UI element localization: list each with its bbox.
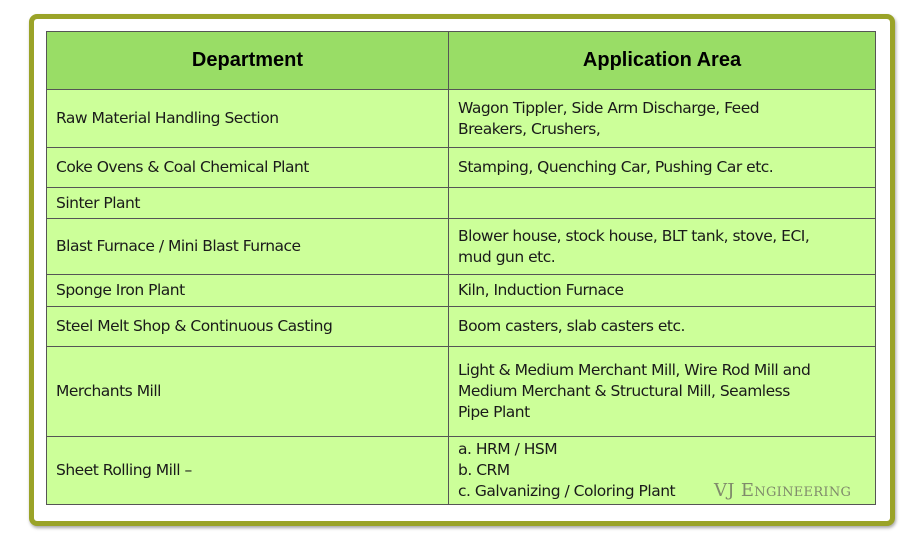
application-cell [449, 275, 876, 307]
application-line: b. CRM [458, 461, 510, 479]
application-line: mud gun etc. [458, 247, 556, 266]
table-row [47, 148, 876, 188]
department-cell: Merchants Mill [47, 347, 449, 437]
watermark-logo: VJ Engineering [714, 480, 852, 501]
application-line: Medium Merchant & Structural Mill, Seamless [458, 382, 790, 400]
department-cell: Steel Melt Shop & Continuous Casting [47, 307, 449, 347]
application-cell [449, 188, 876, 219]
application-cell [449, 347, 876, 437]
table-row [47, 307, 876, 347]
application-line: Boom casters, slab casters etc. [458, 317, 685, 335]
application-cell [449, 148, 876, 188]
application-line: Pipe Plant [458, 403, 530, 421]
application-cell [449, 307, 876, 347]
department-cell: Sponge Iron Plant [47, 275, 449, 307]
application-line: Stamping, Quenching Car, Pushing Car etc. [458, 158, 774, 176]
application-line: Wagon Tippler, Side Arm Discharge, Feed [458, 98, 760, 117]
application-line: c. Galvanizing / Coloring Plant [458, 482, 676, 500]
application-line: a. HRM / HSM [458, 440, 558, 458]
department-cell: Coke Ovens & Coal Chemical Plant [47, 148, 449, 188]
application-line: Kiln, Induction Furnace [458, 281, 624, 299]
table-row [47, 275, 876, 307]
application-cell [449, 90, 876, 148]
table-header-row [47, 32, 876, 90]
application-line: Breakers, Crushers, [458, 119, 601, 138]
department-cell: Sheet Rolling Mill – [47, 437, 449, 505]
table-row [47, 219, 876, 275]
application-line: Light & Medium Merchant Mill, Wire Rod Mill and [458, 361, 811, 379]
department-header: Department [47, 32, 449, 90]
department-cell: Sinter Plant [47, 188, 449, 219]
application-cell [449, 219, 876, 275]
department-cell: Blast Furnace / Mini Blast Furnace [47, 219, 449, 275]
application-line: Blower house, stock house, BLT tank, stove, ECI, [458, 226, 810, 245]
table-row [47, 188, 876, 219]
application-area-header: Application Area [449, 32, 876, 90]
table-row [47, 347, 876, 437]
department-application-table [46, 31, 876, 505]
table-row [47, 90, 876, 148]
department-cell: Raw Material Handling Section [47, 90, 449, 148]
